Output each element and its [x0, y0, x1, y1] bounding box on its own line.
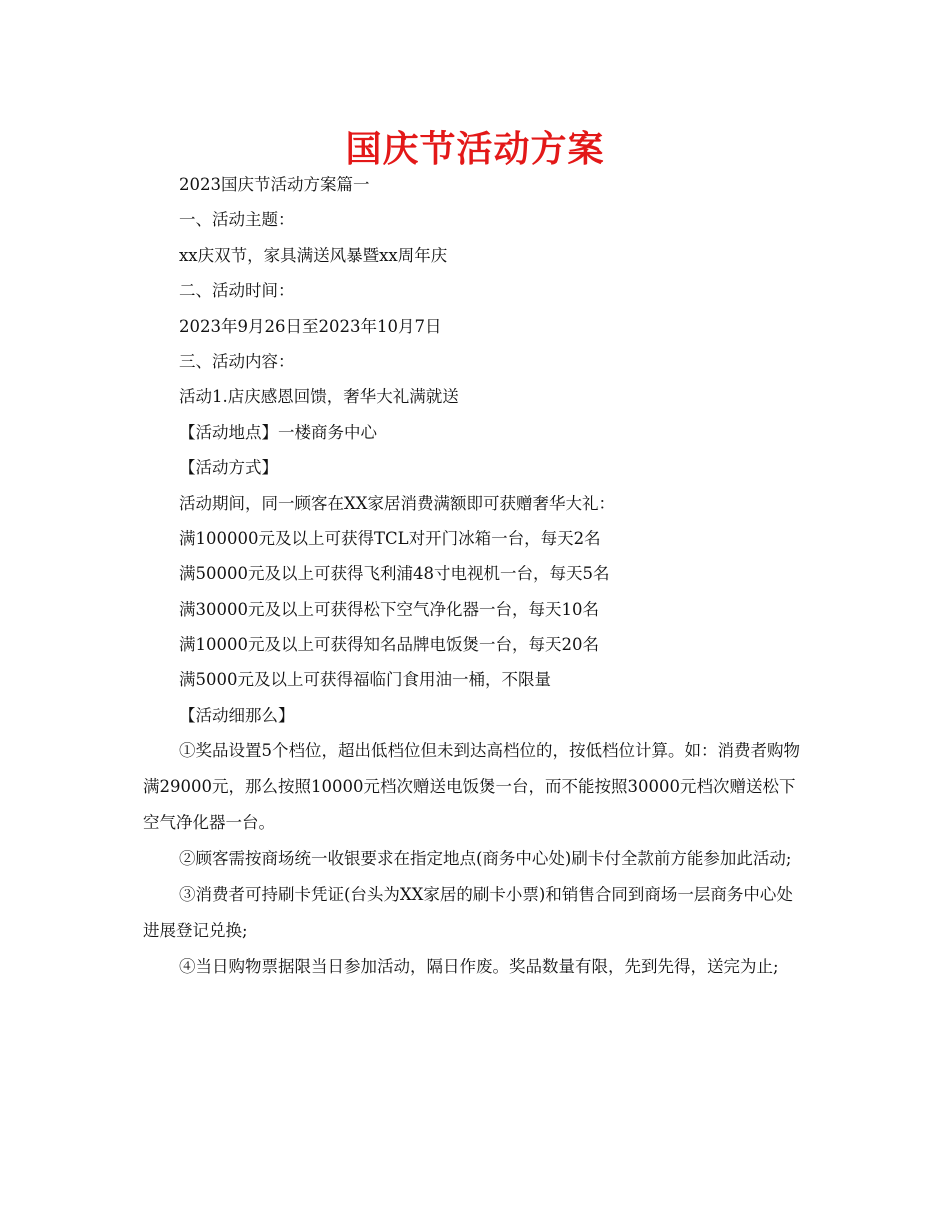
doc-line-tier-2: 满50000元及以上可获得飞利浦48寸电视机一台，每天5名	[179, 564, 610, 584]
doc-rule-paragraph-2: ②顾客需按商场统一收银要求在指定地点(商务中心处)刷卡付全款前方能参加此活动;	[179, 849, 792, 869]
doc-line-theme: xx庆双节，家具满送风暴暨xx周年庆	[179, 245, 448, 265]
doc-line-time: 2023年9月26日至2023年10月7日	[179, 316, 442, 336]
doc-rule-paragraph-1: ①奖品设置5个档位，超出低档位但未到达高档位的，按低档位计算。如：消费者购物满29000元，那么按照10000元档次赠送电饭煲一台，而不能按照30000元档次赠送松下空气净化器一台。	[143, 741, 800, 833]
doc-line-heading-content: 三、活动内容：	[179, 351, 295, 371]
doc-line-tier-4: 满10000元及以上可获得知名品牌电饭煲一台，每天20名	[179, 635, 599, 655]
doc-line-tier-5: 满5000元及以上可获得福临门食用油一桶，不限量	[179, 670, 551, 690]
doc-line-location: 【活动地点】一楼商务中心	[179, 422, 377, 442]
doc-line-tier-1: 满100000元及以上可获得TCL对开门冰箱一台，每天2名	[179, 528, 601, 548]
document-title: 国庆节活动方案	[345, 129, 605, 170]
doc-rule-paragraph-3: ③消费者可持刷卡凭证(台头为XX家居的刷卡小票)和销售合同到商场一层商务中心处进展登记兑换;	[143, 885, 793, 941]
document-body	[143, 167, 808, 985]
doc-line-rules-heading: 【活动细那么】	[179, 705, 295, 725]
doc-line-heading-time: 二、活动时间：	[179, 281, 295, 301]
doc-line-subtitle: 2023国庆节活动方案篇一	[179, 175, 370, 194]
doc-line-tier-3: 满30000元及以上可获得松下空气净化器一台，每天10名	[179, 599, 599, 619]
doc-line-method-heading: 【活动方式】	[179, 458, 278, 478]
doc-rule-paragraph-4: ④当日购物票据限当日参加活动，隔日作废。奖品数量有限，先到先得，送完为止;	[179, 957, 779, 977]
doc-line-method: 活动期间，同一顾客在XX家居消费满额即可获赠奢华大礼：	[179, 493, 615, 513]
doc-line-activity-1: 活动1.店庆感恩回馈，奢华大礼满就送	[179, 387, 459, 407]
doc-line-heading-theme: 一、活动主题：	[179, 210, 295, 230]
